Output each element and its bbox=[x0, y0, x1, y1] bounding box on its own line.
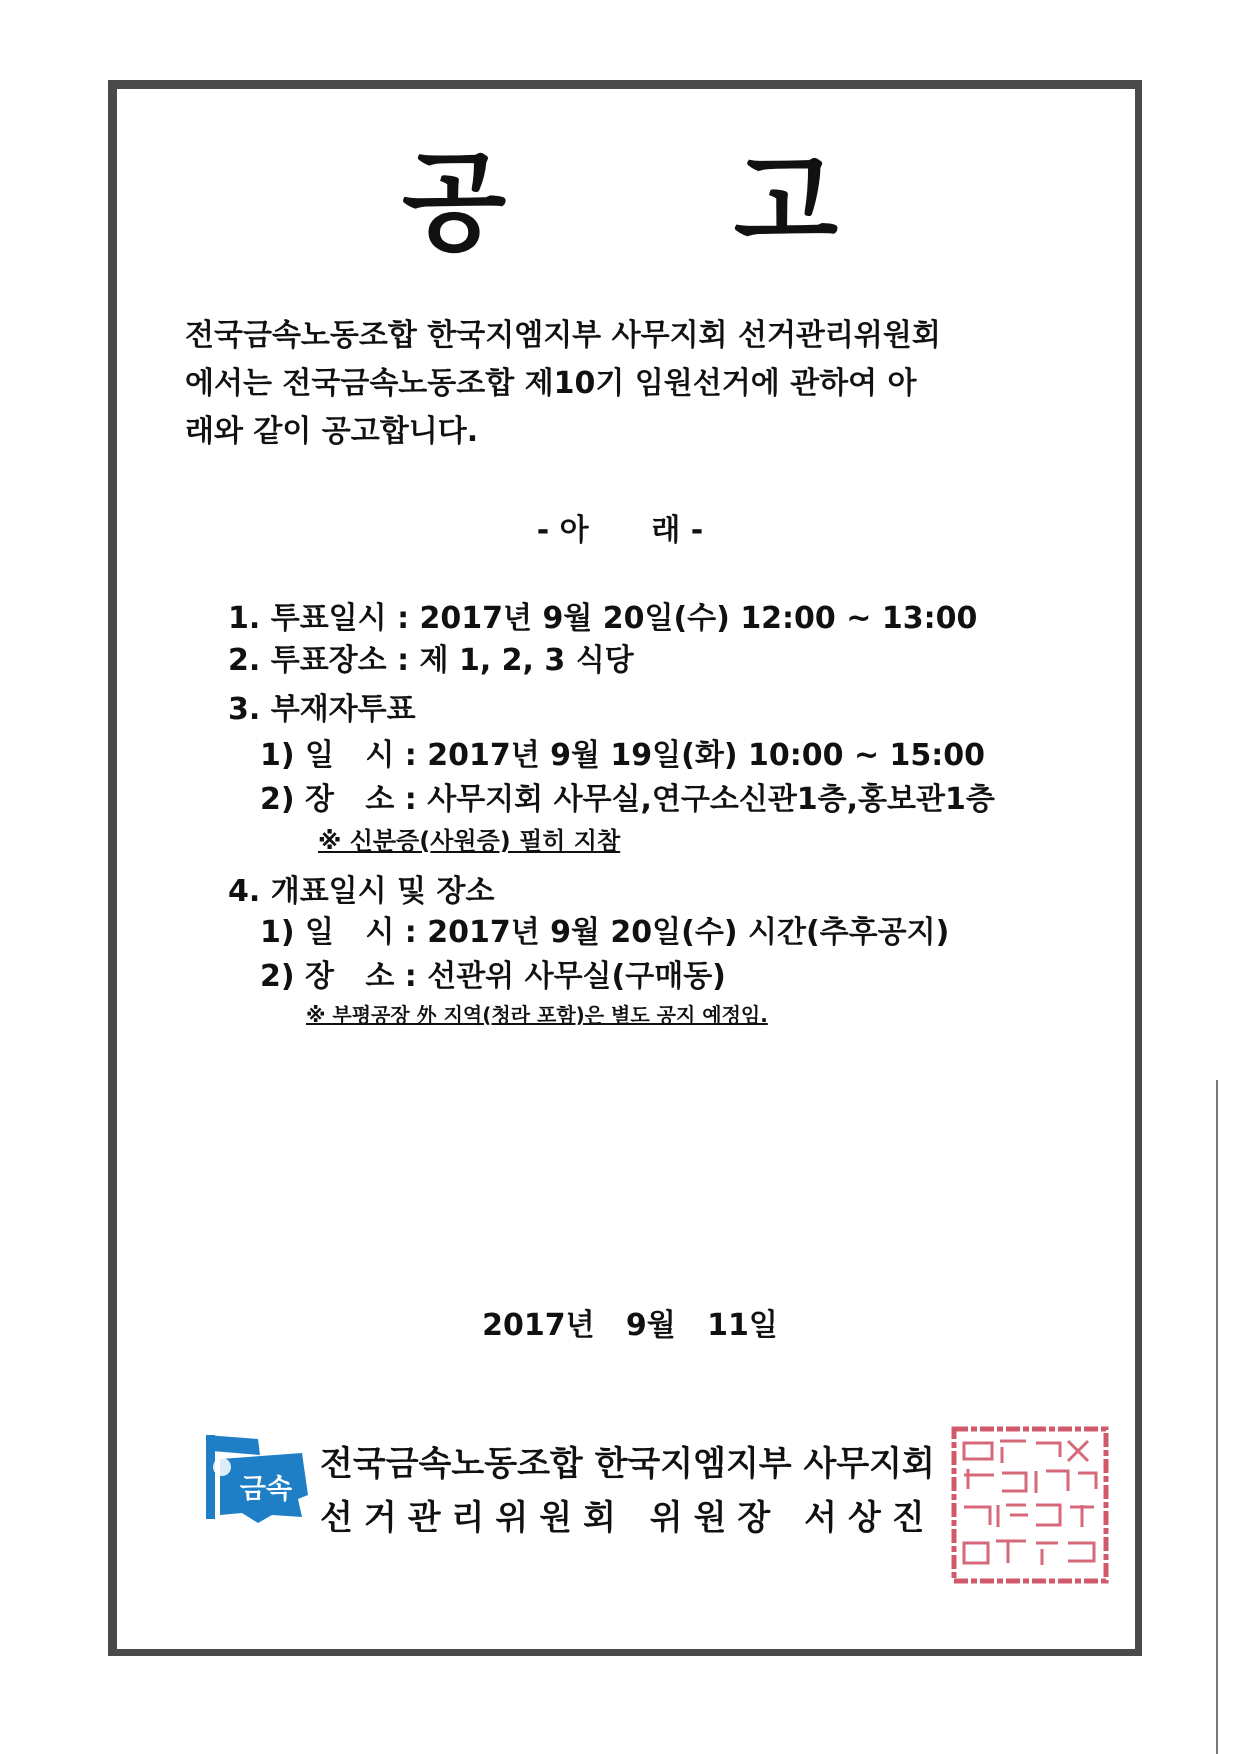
intro-line-2: 에서는 전국금속노동조합 제10기 임원선거에 관하여 아 bbox=[185, 366, 917, 401]
page-title: 공 고 bbox=[401, 141, 934, 266]
logo-text: 금속 bbox=[239, 1474, 293, 1505]
notice-date: 2017년 9월 11일 bbox=[482, 1308, 778, 1343]
intro-paragraph bbox=[185, 312, 1065, 456]
union-logo-icon bbox=[198, 1425, 310, 1525]
intro-line-1: 전국금속노동조합 한국지엠지부 사무지회 선거관리위원회 bbox=[185, 318, 941, 353]
item-absentee-voting: 3. 부재자투표 bbox=[228, 692, 416, 727]
item-absentee-time: 1) 일 시 : 2017년 9월 19일(화) 10:00 ~ 15:00 bbox=[260, 738, 986, 773]
item-absentee-place: 2) 장 소 : 사무지회 사무실,연구소신관1층,홍보관1층 bbox=[260, 782, 995, 817]
item-voting-time: 1. 투표일시 : 2017년 9월 20일(수) 12:00 ~ 13:00 bbox=[228, 601, 978, 636]
subheading: - 아 래 - bbox=[536, 513, 704, 548]
item-voting-place: 2. 투표장소 : 제 1, 2, 3 식당 bbox=[228, 643, 634, 678]
official-seal-icon bbox=[950, 1425, 1110, 1585]
item-counting-place: 2) 장 소 : 선관위 사무실(구매동) bbox=[260, 959, 726, 994]
signature-role-name: 선거관리위원회 위원장 서상진 bbox=[320, 1498, 936, 1538]
item-absentee-note: ※ 신분증(사원증) 필히 지참 bbox=[318, 827, 621, 855]
item-counting-time: 1) 일 시 : 2017년 9월 20일(수) 시간(추후공지) bbox=[260, 915, 950, 950]
scan-edge-line bbox=[1216, 1080, 1218, 1754]
intro-line-3: 래와 같이 공고합니다. bbox=[185, 414, 479, 449]
item-counting: 4. 개표일시 및 장소 bbox=[228, 874, 495, 909]
signature-organization: 전국금속노동조합 한국지엠지부 사무지회 bbox=[320, 1444, 935, 1484]
item-counting-note: ※ 부평공장 外 지역(청라 포함)은 별도 공지 예정임. bbox=[306, 1003, 768, 1027]
